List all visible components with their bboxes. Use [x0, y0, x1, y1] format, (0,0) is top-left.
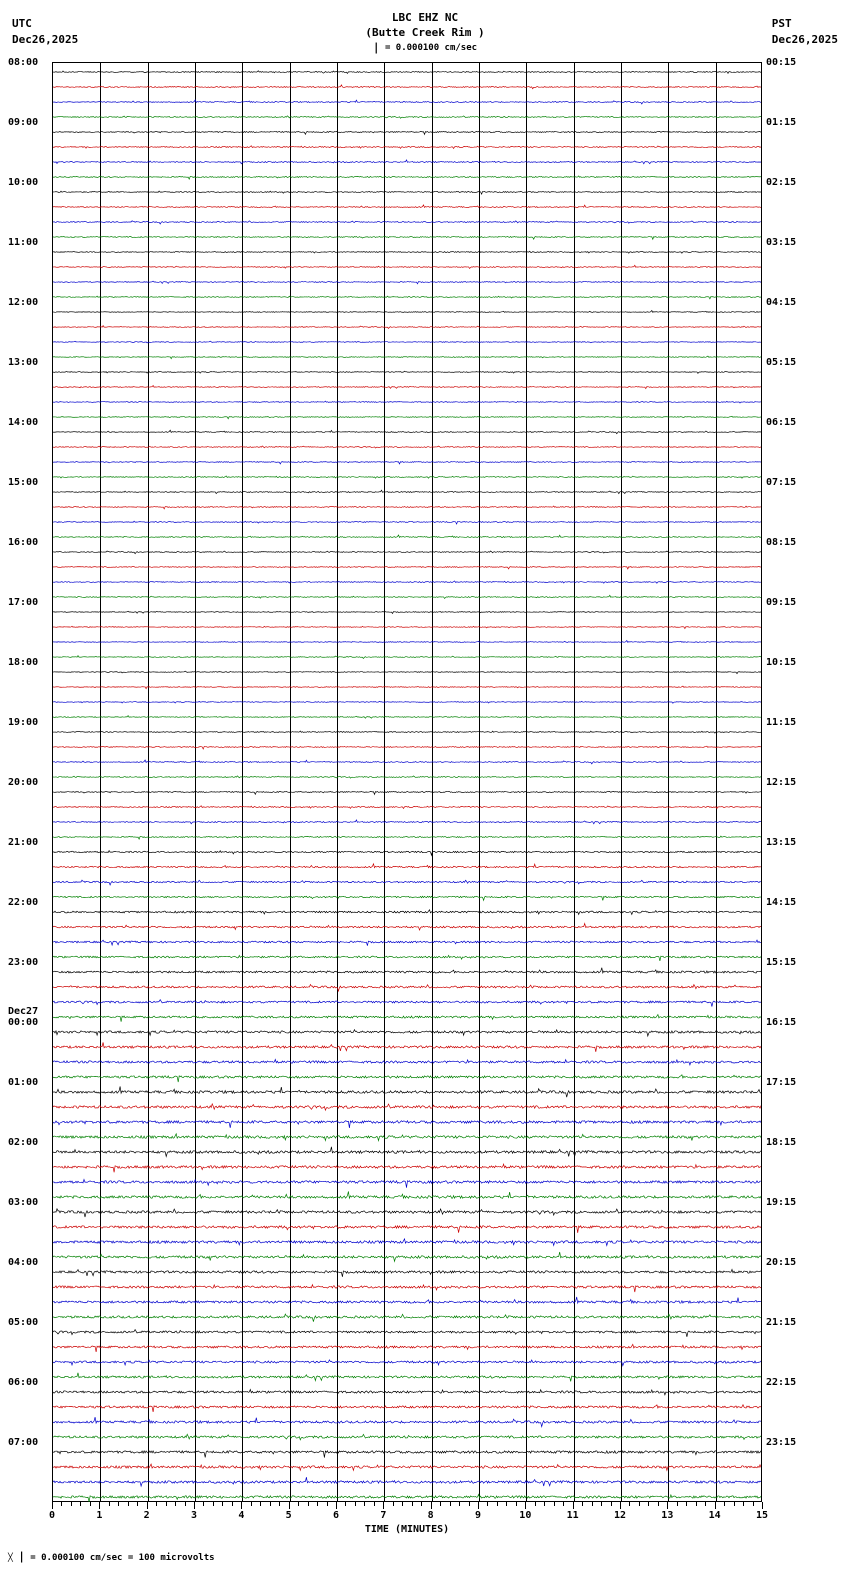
trace-row: [53, 738, 761, 753]
x-axis-tick-label: 14: [708, 1510, 721, 1521]
x-axis-minor-tick: [317, 1502, 318, 1506]
trace-row: [53, 1413, 761, 1428]
pst-hour-label: 08:15: [766, 537, 797, 548]
trace-row: [53, 603, 761, 618]
pst-hour-label: 21:15: [766, 1317, 797, 1328]
x-axis-minor-tick: [137, 1502, 138, 1506]
scale-reference: [0, 40, 850, 53]
x-axis-minor-tick: [516, 1502, 517, 1506]
trace-row: [53, 768, 761, 783]
trace-row: [53, 243, 761, 258]
x-axis-tick-label: 10: [519, 1510, 532, 1521]
trace-row: [53, 693, 761, 708]
x-axis-minor-tick: [592, 1502, 593, 1506]
x-axis-minor-tick: [279, 1502, 280, 1506]
x-axis-tick: [336, 1502, 337, 1509]
trace-row: [53, 888, 761, 903]
trace-row: [53, 903, 761, 918]
trace-row: [53, 1158, 761, 1173]
x-axis-minor-tick: [705, 1502, 706, 1506]
trace-row: [53, 948, 761, 963]
trace-row: [53, 1443, 761, 1458]
trace-row: [53, 678, 761, 693]
utc-hour-label: 22:00: [8, 897, 39, 908]
trace-row: [53, 183, 761, 198]
x-axis-minor-tick: [203, 1502, 204, 1506]
trace-row: [53, 1098, 761, 1113]
utc-hour-label: 03:00: [8, 1197, 39, 1208]
x-axis-minor-tick: [724, 1502, 725, 1506]
trace-row: [53, 393, 761, 408]
x-axis-tick: [525, 1502, 526, 1509]
trace-row: [53, 723, 761, 738]
pst-hour-label: 10:15: [766, 657, 797, 668]
pst-hour-label: 05:15: [766, 357, 797, 368]
trace-row: [53, 108, 761, 123]
pst-hour-label: 23:15: [766, 1437, 797, 1448]
trace-row: [53, 543, 761, 558]
trace-row: [53, 783, 761, 798]
x-axis-minor-tick: [270, 1502, 271, 1506]
x-axis-minor-tick: [355, 1502, 356, 1506]
x-axis-minor-tick: [421, 1502, 422, 1506]
x-axis-tick-label: 12: [613, 1510, 627, 1521]
x-axis-minor-tick: [213, 1502, 214, 1506]
trace-row: [53, 813, 761, 828]
x-axis-tick-label: 1: [96, 1510, 103, 1521]
x-axis-tick: [573, 1502, 574, 1509]
scale-bar-icon: ∣: [372, 41, 380, 54]
pst-hour-label: 15:15: [766, 957, 797, 968]
x-axis-tick: [620, 1502, 621, 1509]
trace-row: [53, 1488, 761, 1503]
trace-row: [53, 348, 761, 363]
x-axis: [48, 1502, 769, 1521]
x-axis-minor-tick: [563, 1502, 564, 1506]
trace-row: [53, 528, 761, 543]
pst-hour-label: 00:15: [766, 57, 797, 68]
trace-row: [53, 303, 761, 318]
utc-hour-label: 10:00: [8, 177, 39, 188]
trace-row: [53, 1473, 761, 1488]
x-axis-minor-tick: [629, 1502, 630, 1506]
x-axis-tick-label: 11: [566, 1510, 579, 1521]
trace-row: [53, 978, 761, 993]
station-code-label: LBC EHZ NC: [391, 11, 459, 24]
x-axis-tick-label: 15: [755, 1510, 769, 1521]
trace-row: [53, 558, 761, 573]
trace-row: [53, 708, 761, 723]
trace-row: [53, 663, 761, 678]
x-axis-minor-tick: [232, 1502, 233, 1506]
trace-row: [53, 483, 761, 498]
x-axis-minor-tick: [459, 1502, 460, 1506]
trace-row: [53, 288, 761, 303]
utc-hour-label: 15:00: [8, 477, 39, 488]
x-axis-minor-tick: [109, 1502, 110, 1506]
trace-row: [53, 873, 761, 888]
trace-row: [53, 843, 761, 858]
trace-row: [53, 318, 761, 333]
trace-row: [53, 1188, 761, 1203]
utc-hour-label: 00:00: [8, 1017, 39, 1028]
x-axis-minor-tick: [185, 1502, 186, 1506]
trace-row: [53, 828, 761, 843]
trace-row: [53, 753, 761, 768]
x-axis-minor-tick: [469, 1502, 470, 1506]
timezone-utc-label: UTC: [12, 17, 32, 30]
scale-reference-label: = 0.000100 cm/sec: [384, 43, 478, 53]
trace-row: [53, 408, 761, 423]
x-axis-minor-tick: [544, 1502, 545, 1506]
trace-row: [53, 1233, 761, 1248]
x-axis-tick-label: 7: [380, 1510, 387, 1521]
x-axis-minor-tick: [260, 1502, 261, 1506]
utc-hour-label: 20:00: [8, 777, 39, 788]
trace-row: [53, 468, 761, 483]
pst-hour-label: 04:15: [766, 297, 797, 308]
trace-row: [53, 1203, 761, 1218]
x-axis-minor-tick: [554, 1502, 555, 1506]
trace-row: [53, 63, 761, 78]
utc-hour-label: 13:00: [8, 357, 39, 368]
trace-row: [53, 1293, 761, 1308]
trace-row: [53, 363, 761, 378]
x-axis-tick: [99, 1502, 100, 1509]
trace-row: [53, 1068, 761, 1083]
utc-hour-label: 21:00: [8, 837, 39, 848]
trace-row: [53, 153, 761, 168]
utc-hour-label: 16:00: [8, 537, 39, 548]
trace-row: [53, 1308, 761, 1323]
trace-row: [53, 1428, 761, 1443]
trace-row: [53, 423, 761, 438]
trace-row: [53, 1218, 761, 1233]
x-axis-minor-tick: [639, 1502, 640, 1506]
x-axis-tick-label: 2: [143, 1510, 150, 1521]
x-axis-minor-tick: [601, 1502, 602, 1506]
trace-row: [53, 573, 761, 588]
trace-row: [53, 228, 761, 243]
pst-hour-label: 18:15: [766, 1137, 797, 1148]
x-axis-tick: [52, 1502, 53, 1509]
x-axis-tick-label: 0: [48, 1510, 56, 1521]
x-axis-minor-tick: [327, 1502, 328, 1506]
trace-row: [53, 333, 761, 348]
x-axis-tick: [241, 1502, 242, 1509]
trace-row: [53, 513, 761, 528]
x-axis-minor-tick: [222, 1502, 223, 1506]
x-axis-minor-tick: [402, 1502, 403, 1506]
x-axis-tick: [194, 1502, 195, 1509]
trace-row: [53, 273, 761, 288]
x-axis-minor-tick: [535, 1502, 536, 1506]
x-axis-minor-tick: [71, 1502, 72, 1506]
header-center: [0, 10, 850, 40]
trace-row: [53, 1353, 761, 1368]
trace-row: [53, 1323, 761, 1338]
x-axis-tick: [715, 1502, 716, 1509]
trace-row: [53, 498, 761, 513]
trace-row: [53, 1038, 761, 1053]
x-axis-tick: [762, 1502, 763, 1509]
x-axis-tick: [147, 1502, 148, 1509]
x-axis-tick-label: 13: [661, 1510, 674, 1521]
x-axis-tick: [289, 1502, 290, 1509]
trace-row: [53, 453, 761, 468]
trace-row: [53, 378, 761, 393]
trace-row: [53, 933, 761, 948]
trace-row: [53, 93, 761, 108]
x-axis-tick-label: 4: [238, 1510, 245, 1521]
x-axis-minor-tick: [90, 1502, 91, 1506]
x-axis-minor-tick: [696, 1502, 697, 1506]
x-axis-minor-tick: [506, 1502, 507, 1506]
trace-row: [53, 798, 761, 813]
x-axis-tick: [478, 1502, 479, 1509]
trace-row: [53, 1173, 761, 1188]
trace-row: [53, 1278, 761, 1293]
station-name-label: (Butte Creek Rim ): [365, 26, 485, 39]
utc-hour-label: 01:00: [8, 1077, 39, 1088]
trace-row: [53, 1128, 761, 1143]
x-axis-minor-tick: [128, 1502, 129, 1506]
pst-hour-label: 03:15: [766, 237, 797, 248]
trace-row: [53, 1113, 761, 1128]
helicorder-plot[interactable]: [52, 62, 762, 1502]
trace-row: [53, 588, 761, 603]
utc-hour-label: 09:00: [8, 117, 39, 128]
x-axis-minor-tick: [677, 1502, 678, 1506]
footer-scale-label: = 0.000100 cm/sec = 100 microvolts: [30, 1553, 215, 1563]
footer-scale-note: [8, 1550, 215, 1563]
pst-hour-label: 01:15: [766, 117, 797, 128]
utc-hour-label: 05:00: [8, 1317, 39, 1328]
day-break-label: Dec27: [8, 1006, 39, 1017]
x-axis-tick-label: 8: [427, 1510, 434, 1521]
x-axis-minor-tick: [686, 1502, 687, 1506]
trace-row: [53, 858, 761, 873]
x-axis-minor-tick: [450, 1502, 451, 1506]
x-axis-minor-tick: [308, 1502, 309, 1506]
trace-row: [53, 138, 761, 153]
x-axis-tick-label: 9: [474, 1510, 482, 1521]
trace-row: [53, 78, 761, 93]
x-axis-minor-tick: [156, 1502, 157, 1506]
x-axis-minor-tick: [497, 1502, 498, 1506]
footer-scale-bar-icon: ∣: [18, 1550, 25, 1563]
x-axis-tick: [667, 1502, 668, 1509]
pst-hour-label: 02:15: [766, 177, 797, 188]
trace-row: [53, 198, 761, 213]
x-axis-minor-tick: [374, 1502, 375, 1506]
utc-hour-label: 19:00: [8, 717, 39, 728]
trace-row: [53, 648, 761, 663]
trace-row: [53, 213, 761, 228]
x-axis-minor-tick: [658, 1502, 659, 1506]
pst-hour-label: 17:15: [766, 1077, 797, 1088]
utc-hour-label: 12:00: [8, 297, 39, 308]
trace-row: [53, 618, 761, 633]
x-axis-tick-label: 3: [190, 1510, 198, 1521]
x-axis-minor-tick: [298, 1502, 299, 1506]
trace-row: [53, 993, 761, 1008]
x-axis-minor-tick: [118, 1502, 119, 1506]
x-axis-tick-label: 6: [332, 1510, 340, 1521]
utc-hour-label: 23:00: [8, 957, 39, 968]
x-axis-minor-tick: [487, 1502, 488, 1506]
pst-hour-label: 19:15: [766, 1197, 797, 1208]
x-axis-minor-tick: [743, 1502, 744, 1506]
trace-row: [53, 1083, 761, 1098]
x-axis-minor-tick: [648, 1502, 649, 1506]
pst-hour-label: 22:15: [766, 1377, 797, 1388]
micro-symbol: ╳: [8, 1553, 13, 1562]
trace-row: [53, 1368, 761, 1383]
x-axis-minor-tick: [345, 1502, 346, 1506]
utc-hour-label: 11:00: [8, 237, 39, 248]
x-axis-title: TIME (MINUTES): [364, 1524, 450, 1535]
trace-row: [53, 633, 761, 648]
pst-hour-label: 07:15: [766, 477, 797, 488]
x-axis-minor-tick: [440, 1502, 441, 1506]
trace-row: [53, 918, 761, 933]
x-axis-tick: [431, 1502, 432, 1509]
trace-row: [53, 1338, 761, 1353]
trace-row: [53, 168, 761, 183]
utc-hour-label: 14:00: [8, 417, 39, 428]
utc-hour-label: 07:00: [8, 1437, 39, 1448]
pst-hour-label: 14:15: [766, 897, 797, 908]
utc-hour-label: 04:00: [8, 1257, 39, 1268]
x-axis-minor-tick: [753, 1502, 754, 1506]
x-axis-minor-tick: [80, 1502, 81, 1506]
x-axis-minor-tick: [166, 1502, 167, 1506]
pst-hour-label: 11:15: [766, 717, 797, 728]
x-axis-tick-label: 5: [285, 1510, 292, 1521]
timezone-pst-label: PST: [771, 17, 792, 30]
x-axis-minor-tick: [175, 1502, 176, 1506]
pst-hour-label: 20:15: [766, 1257, 797, 1268]
x-axis-minor-tick: [412, 1502, 413, 1506]
trace-row: [53, 1398, 761, 1413]
trace-row: [53, 1053, 761, 1068]
x-axis-minor-tick: [251, 1502, 252, 1506]
x-axis-minor-tick: [364, 1502, 365, 1506]
trace-row: [53, 1023, 761, 1038]
trace-row: [53, 1263, 761, 1278]
pst-hour-label: 06:15: [766, 417, 797, 428]
pst-hour-label: 13:15: [766, 837, 797, 848]
x-axis-minor-tick: [582, 1502, 583, 1506]
trace-row: [53, 123, 761, 138]
utc-hour-label: 06:00: [8, 1377, 39, 1388]
trace-row: [53, 1458, 761, 1473]
utc-hour-label: 08:00: [8, 57, 39, 68]
utc-hour-label: 17:00: [8, 597, 39, 608]
x-axis-minor-tick: [393, 1502, 394, 1506]
pst-hour-label: 16:15: [766, 1017, 797, 1028]
x-axis-tick: [383, 1502, 384, 1509]
trace-row: [53, 1143, 761, 1158]
utc-hour-label: 02:00: [8, 1137, 39, 1148]
trace-row: [53, 1248, 761, 1263]
x-axis-minor-tick: [611, 1502, 612, 1506]
trace-row: [53, 258, 761, 273]
x-axis-minor-tick: [61, 1502, 62, 1506]
pst-hour-label: 09:15: [766, 597, 797, 608]
x-axis-minor-tick: [734, 1502, 735, 1506]
pst-hour-label: 12:15: [766, 777, 797, 788]
trace-row: [53, 1383, 761, 1398]
trace-row: [53, 438, 761, 453]
pst-date-label: Dec26,2025: [771, 33, 838, 46]
utc-date-label: Dec26,2025: [12, 33, 79, 46]
trace-row: [53, 963, 761, 978]
utc-hour-label: 18:00: [8, 657, 39, 668]
trace-row: [53, 1008, 761, 1023]
